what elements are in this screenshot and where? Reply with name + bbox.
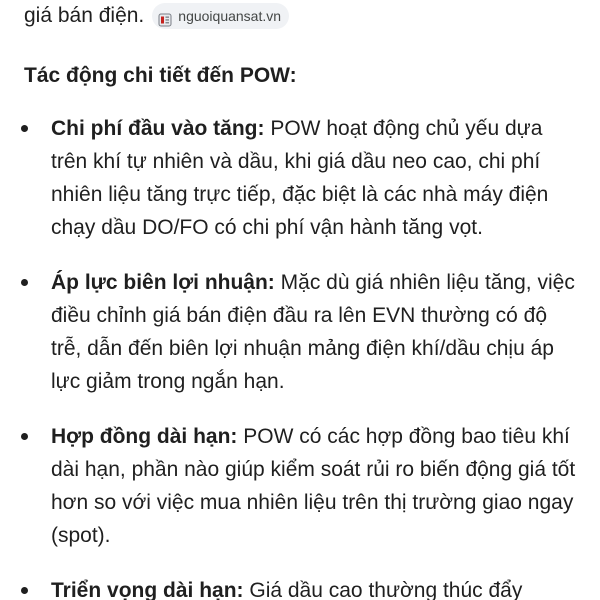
list-item-body: Giá dầu cao thường thúc đẩy [249, 579, 523, 600]
list-item-body: POW hoạt động chủ yếu dựa trên khí tự nhiên và dầu, khi giá dầu neo cao, chi phí nhiên liệu tăng trực tiếp, đặc biệt là các nhà máy điện chạy dầu DO/FO có chi phí vận hành tăng vọt. [51, 117, 549, 239]
impact-list [0, 112, 600, 600]
list-item [0, 266, 600, 398]
list-item-title: Triển vọng dài hạn: [51, 579, 250, 600]
intro-text: giá bán điện. [24, 4, 145, 27]
section-heading: Tác động chi tiết đến POW: [24, 64, 297, 87]
list-item-body: Mặc dù giá nhiên liệu tăng, việc điều chỉnh giá bán điện đầu ra lên EVN thường có độ trễ, dẫn đến biên lợi nhuận mảng điện khí/dầu chịu áp lực giảm trong ngắn hạn. [51, 271, 575, 393]
list-item-title: Hợp đồng dài hạn: [51, 425, 244, 448]
bullet-icon [21, 279, 28, 286]
list-item [0, 112, 600, 244]
list-item [0, 420, 600, 552]
bullet-icon [21, 587, 28, 594]
intro-line [24, 0, 289, 32]
list-item-title: Áp lực biên lợi nhuận: [51, 271, 281, 294]
source-chip[interactable] [152, 3, 289, 29]
bullet-icon [21, 433, 28, 440]
list-item-title: Chi phí đầu vào tăng: [51, 117, 271, 140]
bullet-icon [21, 125, 28, 132]
newspaper-icon [158, 9, 172, 23]
list-item-body: POW có các hợp đồng bao tiêu khí dài hạn, phần nào giúp kiểm soát rủi ro biến động giá tốt hơn so với việc mua nhiên liệu trên thị trường giao ngay (spot). [51, 425, 576, 547]
list-item [0, 574, 600, 600]
source-label: nguoiquansat.vn [178, 8, 282, 24]
